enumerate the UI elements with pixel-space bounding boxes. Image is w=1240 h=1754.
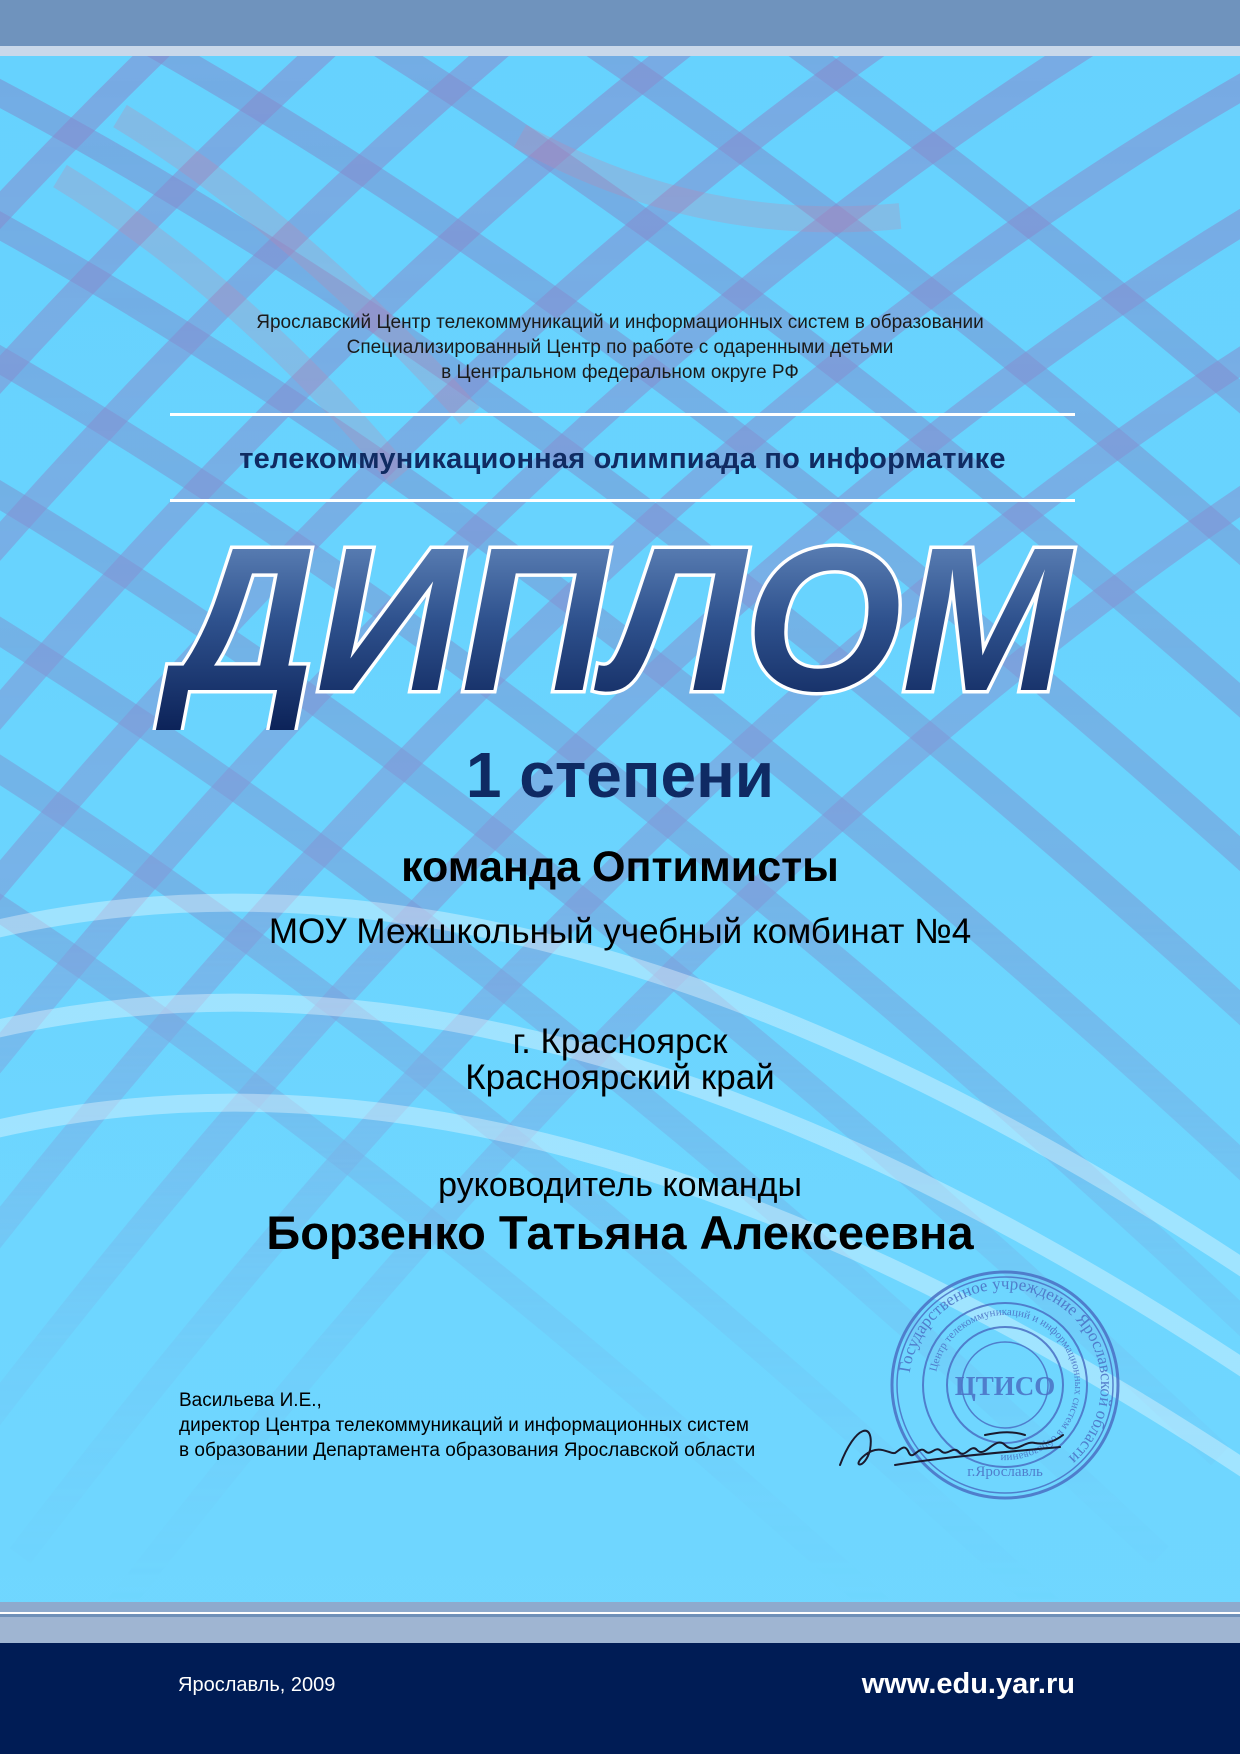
diploma-word: ДИПЛОМ (155, 520, 1075, 730)
divider-top (170, 413, 1075, 416)
footer-city-year: Ярославль, 2009 (178, 1674, 336, 1696)
olympiad-title: телекоммуникационная олимпиада по информатике (239, 443, 1006, 475)
issuer-line-3: в Центральном федеральном округе РФ (441, 362, 799, 383)
stamp-outer-text: Государственное учреждение Ярославской области (894, 1273, 1117, 1469)
team-name: команда Оптимисты (401, 843, 839, 891)
issuer-header (0, 310, 1240, 385)
school-name: МОУ Межшкольный учебный комбинат №4 (268, 912, 972, 951)
signer-position-2: в образовании Департамента образования Ярославской области (179, 1440, 756, 1461)
leader-label: руководитель команды (438, 1166, 802, 1204)
signer-name: Васильева И.Е., (179, 1390, 322, 1411)
diploma-heading (0, 520, 1240, 730)
bottom-band-light (0, 1602, 1240, 1612)
divider-bottom (170, 499, 1075, 502)
leader-name: Борзенко Татьяна Алексеевна (266, 1206, 974, 1259)
issuer-line-2: Специализированный Центр по работе с одаренными детьми (346, 337, 894, 358)
top-band (0, 0, 1240, 46)
issuer-line-1: Ярославский Центр телекоммуникаций и информационных систем в образовании (256, 312, 984, 333)
degree-label: 1 степени (465, 739, 775, 811)
region-name: Красноярский край (465, 1058, 775, 1097)
stamp-city: г.Ярославль (967, 1464, 1043, 1480)
top-band-light (0, 46, 1240, 56)
city-name: г. Красноярск (512, 1022, 728, 1061)
signer-position-1: директор Центра телекоммуникаций и информационных систем (179, 1415, 749, 1436)
handwritten-signature (835, 1405, 1065, 1485)
stamp-center: ЦТИСО (954, 1371, 1056, 1401)
stamp-inner-text: Центр телекоммуникаций и информационных систем в образовании (927, 1305, 1085, 1465)
bottom-band-mid (0, 1617, 1240, 1643)
signer-block (179, 1388, 755, 1463)
footer-url: www.edu.yar.ru (861, 1668, 1075, 1700)
